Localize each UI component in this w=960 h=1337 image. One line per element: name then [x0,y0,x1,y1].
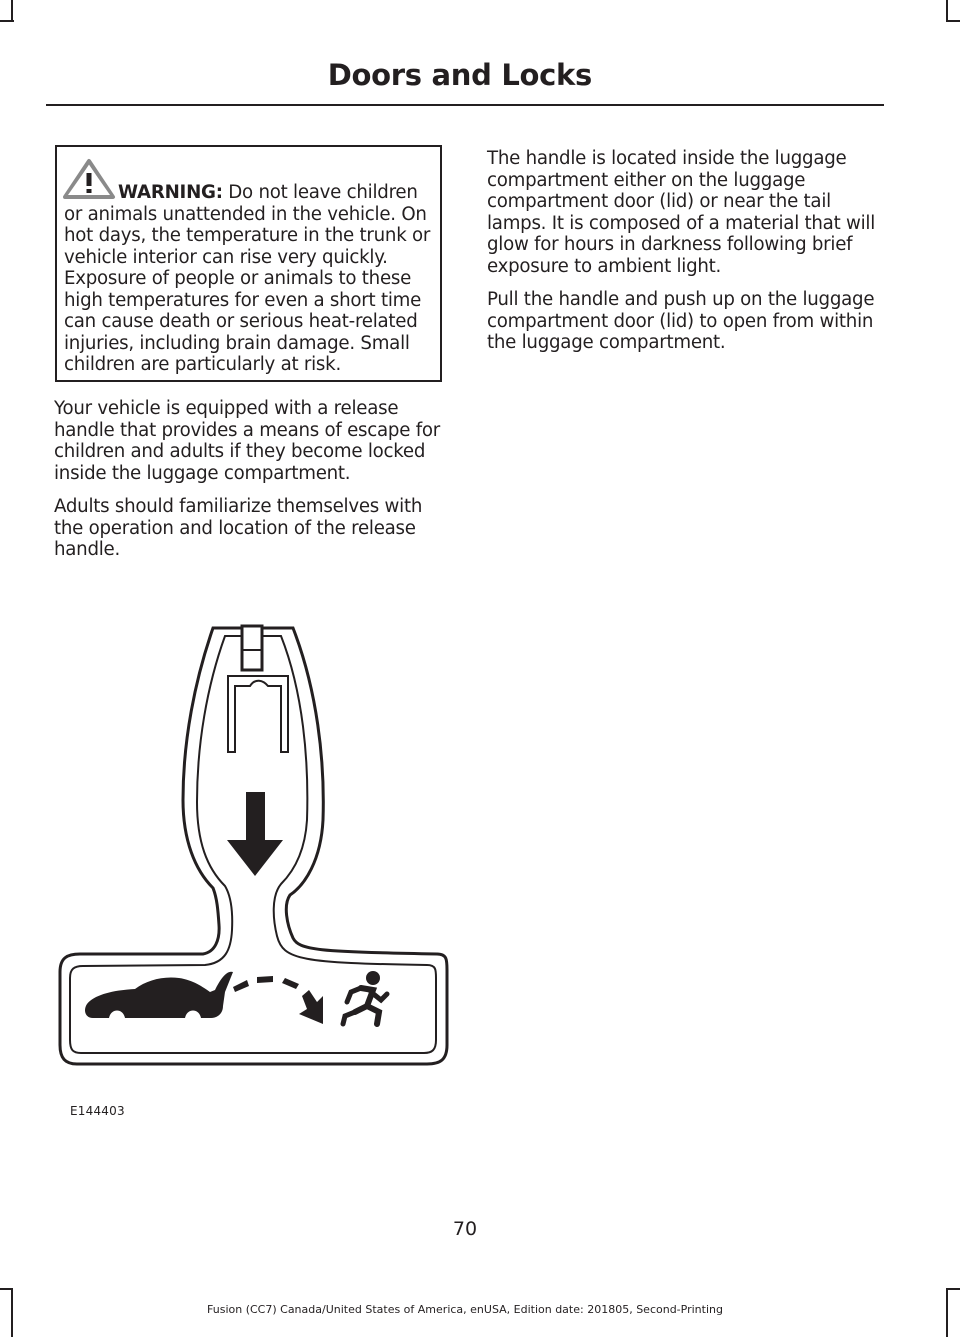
warning-text [64,182,440,376]
page-title: Doors and Locks [327,58,592,92]
crop-mark [946,0,948,20]
paragraph: Pull the handle and push up on the luggage compartment door (lid) to open from within the luggage compartment. [487,289,875,353]
warning-lead: WARNING: [118,182,223,203]
figure-code: E144403 [70,1104,125,1118]
page-number: 70 [452,1218,478,1240]
crop-mark [946,20,960,22]
right-column [487,148,883,366]
crop-mark [946,1288,960,1290]
paragraph: The handle is located inside the luggage compartment either on the luggage compartment door (lid) or near the tail lamps. It is composed of a material that will glow for hours in darkness following brief exposure to ambient light. [487,148,876,277]
header-divider [46,104,884,106]
crop-mark [11,0,13,20]
paragraph: Adults should familiarize themselves with the operation and location of the release handle. [54,496,423,560]
crop-mark [0,20,14,22]
crop-mark [0,1288,13,1290]
warning-body: Do not leave children or animals unattended in the vehicle. On hot days, the temperature in the trunk or vehicle interior can rise very quickly. Exposure of people or animals to these high temperatures for even a short time can cause death or serious heat-related injuries, including brain damage. Small children are particularly at risk. [64,182,431,375]
crop-mark [946,1290,948,1337]
release-handle-illustration [55,620,455,1070]
paragraph: Your vehicle is equipped with a release handle that provides a means of escape for children and adults if they become locked inside the luggage compartment. [54,398,440,484]
left-column [54,398,446,573]
footer-edition-info: Fusion (CC7) Canada/United States of America, enUSA, Edition date: 201805, Second-Printing [207,1303,723,1316]
